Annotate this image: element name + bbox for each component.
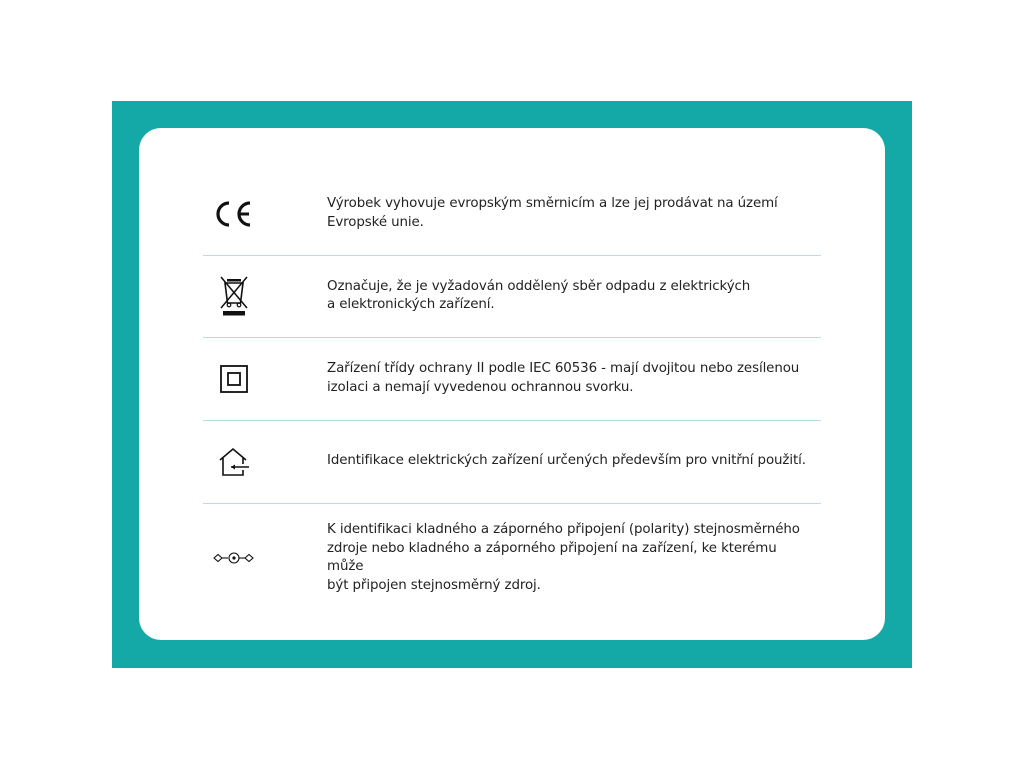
class-ii-double-insulation-icon — [203, 364, 265, 394]
indoor-use-house-icon — [203, 446, 265, 478]
symbol-description: K identifikaci kladného a záporného připojení (polarity) stejnosměrného zdroje nebo kladného a záporného připojení na zařízení, ke kterému může být připojen stejnosměrný zdroj. — [327, 522, 800, 593]
symbol-row-dc-polarity — [203, 503, 821, 613]
ce-mark-icon — [203, 199, 265, 229]
symbol-description: Identifikace elektrických zařízení určených především pro vnitřní použití. — [327, 453, 806, 469]
dc-polarity-icon — [203, 550, 265, 566]
symbols-card — [139, 128, 885, 640]
symbol-description: Označuje, že je vyžadován oddělený sběr odpadu z elektrických a elektronických zařízení. — [327, 278, 751, 312]
symbol-row-weee — [203, 255, 821, 338]
weee-crossed-bin-icon — [203, 275, 265, 317]
symbol-row-ce — [203, 172, 821, 256]
symbol-description: Výrobek vyhovuje evropským směrnicím a lze jej prodávat na území Evropské unie. — [327, 196, 778, 230]
symbol-row-indoor — [203, 420, 821, 504]
symbol-description: Zařízení třídy ochrany II podle IEC 60536 - mají dvojitou nebo zesílenou izolaci a nemají vyvedenou ochrannou svorku. — [327, 361, 800, 395]
symbol-row-class-ii — [203, 337, 821, 421]
